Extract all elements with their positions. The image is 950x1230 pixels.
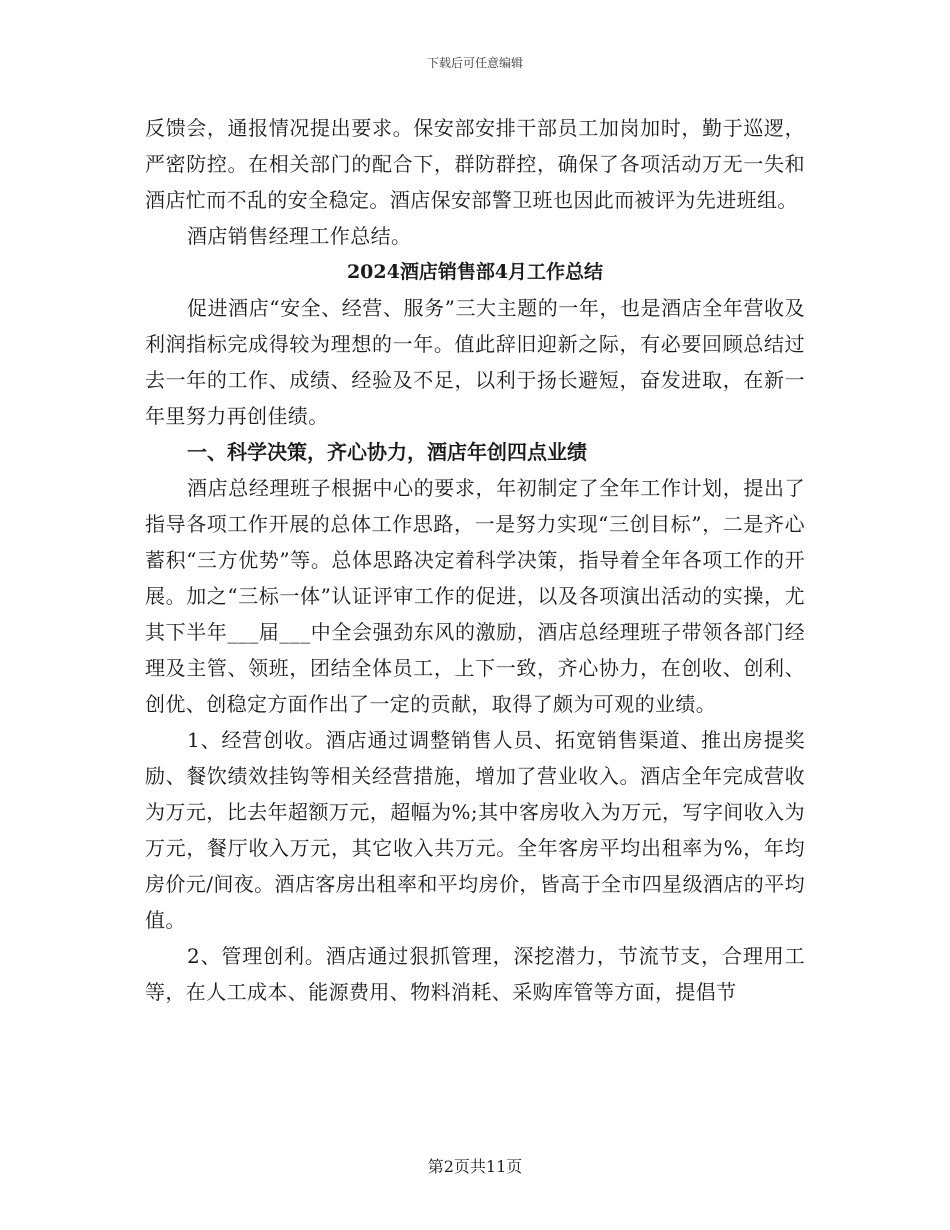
document-body (145, 110, 805, 1010)
paragraph-profit: 2、管理创利。酒店通过狠抓管理，深挖潜力，节流节支，合理用工等，在人工成本、能源费用、物料消耗、采购库管等方面，提倡节 (145, 944, 805, 1004)
page-header: 下载后可任意编辑 (426, 56, 523, 70)
paragraph-security-summary: 反馈会，通报情况提出要求。保安部安排干部员工加岗加时，勤于巡逻，严密防控。在相关部门的配合下，群防群控，确保了各项活动万无一失和酒店忙而不乱的安全稳定。酒店保安部警卫班也因此而被评为先进班组。 (145, 116, 805, 212)
paragraph-management-plan: 酒店总经理班子根据中心的要求，年初制定了全年工作计划，提出了指导各项工作开展的总体工作思路，一是努力实现“三创目标”，二是齐心蓄积“三方优势”等。总体思路决定着科学决策，指导着全年各项工作的开展。加之“三标一体”认证评审工作的促进，以及各项演出活动的实操，尤其下半年___届___中全会强劲东风的激励，酒店总经理班子带领各部门经理及主管、领班，团结全体员工，上下一致，齐心协力，在创收、创利、创优、创稳定方面作出了一定的贡献，取得了颇为可观的业绩。 (145, 476, 805, 716)
paragraph-revenue: 1、经营创收。酒店通过调整销售人员、拓宽销售渠道、推出房提奖励、餐饮绩效挂钩等相关经营措施，增加了营业收入。酒店全年完成营收为万元，比去年超额万元，超幅为%;其中客房收入为万元，写字间收入为万元，餐厅收入万元，其它收入共万元。全年客房平均出租率为%，年均房价元/间夜。酒店客房出租率和平均房价，皆高于全市四星级酒店的平均值。 (145, 728, 805, 932)
section-heading-1: 一、科学决策，齐心协力，酒店年创四点业绩 (187, 440, 587, 464)
page-number: 第2页共11页 (427, 1157, 523, 1176)
paragraph-intro: 促进酒店“安全、经营、服务”三大主题的一年，也是酒店全年营收及利润指标完成得较为理想的一年。值此辞旧迎新之际，有必要回顾总结过去一年的工作、成绩、经验及不足，以利于扬长避短，奋发进取，在新一年里努力再创佳绩。 (145, 296, 805, 428)
paragraph-sales-manager-note: 酒店销售经理工作总结。 (187, 224, 412, 248)
document-title: 2024酒店销售部4月工作总结 (346, 261, 604, 283)
